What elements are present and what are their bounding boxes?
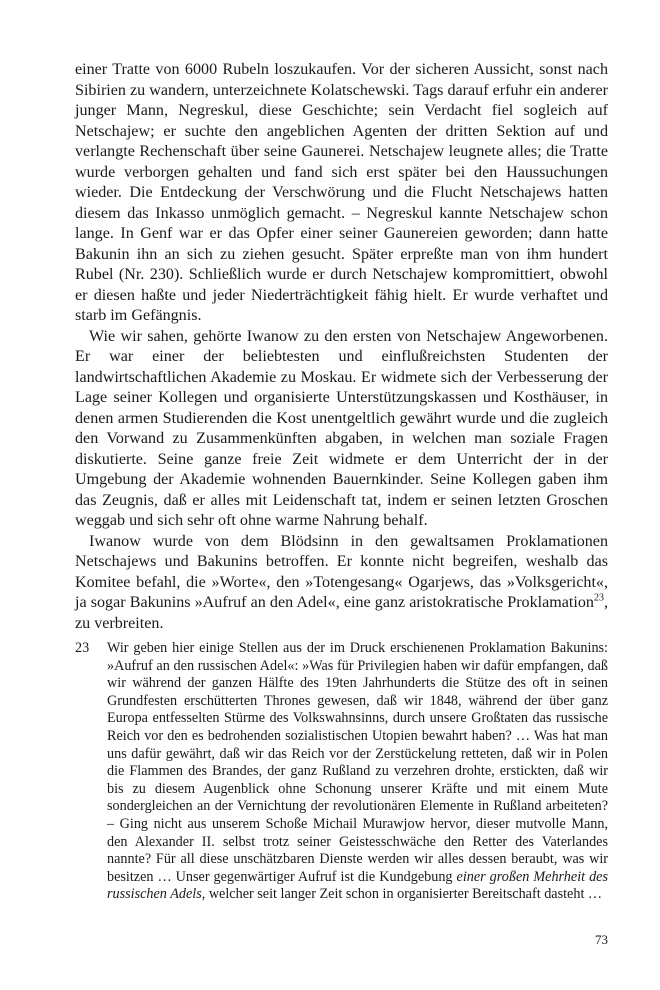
- footnote-number: 23: [75, 640, 90, 656]
- paragraph-3-tail: , zu verbreiten.: [75, 594, 608, 632]
- footnote: [75, 640, 608, 904]
- body-text: [75, 60, 608, 634]
- paragraph-3-text: Iwanow wurde von dem Blödsinn in den gewaltsamen Proklamationen Netschajews und Bakunins betroffen. Er konnte nicht begreifen, weshalb das Komitee befahl, die »Worte«, den »Totengesang« Ogarjews, das »Volksgericht«, ja sogar Bakunins »Aufruf an den Adel«, eine ganz aristokratische Proklamation: [75, 532, 608, 611]
- paragraph-1: einer Tratte von 6000 Rubeln loszukaufen. Vor der sicheren Aussicht, sonst nach Sibirien zu wandern, unterzeichnete Kolatschewski. Tags darauf erfuhr ein anderer junger Mann, Negreskul, diese Geschichte; sein Verdacht fiel sogleich auf Netschajew; er suchte den angeblichen Agenten der dritten Sektion auf und verlangte Rechenschaft über seine Gaunerei. Netschajew leugnete alles; die Tratte wurde verborgen gehalten und fand sich erst später bei den Haussuchungen wieder. Die Entdeckung der Verschwörung und die Flucht Netschajews hatten diesem das Inkasso unmöglich gemacht. – Negreskul kannte Netschajew schon lange. In Genf war er das Opfer einer seiner Gaunereien geworden; dann hatte Bakunin ihn an sich zu ziehen gesucht. Später erpreßte man von ihm hundert Rubel (Nr. 230). Schließlich wurde er durch Netschajew kompromittiert, obwohl er diesen haßte und jeder Niederträchtigkeit fähig hielt. Er wurde verhaftet und starb im Gefängnis.: [75, 61, 608, 324]
- footnote-text: Wir geben hier einige Stellen aus der im Druck erschienenen Proklamation Bakunins: »Aufruf an den russischen Adel«: »Was für Privilegien haben wir dafür empfangen, daß wir während der ganzen Hälfte des 19ten Jahrhunderts die Stütze des oft in seinen Grundfesten erschütterten Thrones gewesen, daß wir 1848, während der über ganz Europa entfesselten Stürme des Volkswahnsinns, durch unsere Großtaten das russische Reich vor den es bedrohenden sozialistischen Utopien bewahrt haben? … Was hat man uns dafür gewährt, daß wir das Reich vor der Zerstückelung retteten, daß wir in Polen die Flammen des Brandes, der ganz Rußland zu verzehren drohte, erstickten, daß wir bis zu diesem Augenblick ohne Schonung unserer Kräfte und mit einem Mute sondergleichen an der Vernichtung der revolutionären Elemente in Rußland arbeiteten? – Ging nicht aus unserem Schoße Michail Murawjow hervor, dieser mutvolle Mann, den Alexander II. selbst trotz seiner Geistesschwäche den Retter des Vaterlandes nannte? Für all diese unschätzbaren Dienste werden wir alles dessen beraubt, was wir besitzen … Unser gegenwärtiger Aufruf ist die Kundgebung: [107, 640, 608, 885]
- page-number: 73: [595, 932, 608, 947]
- paragraph-2: Wie wir sahen, gehörte Iwanow zu den ersten von Netschajew Angeworbenen. Er war einer der beliebtesten und einflußreichsten Studenten der landwirtschaftlichen Akademie zu Moskau. Er widmete sich der Verbesserung der Lage seiner Kollegen und organisierte Unterstützungskassen und Kosthäuser, in denen armen Studierenden die Kost unentgeltlich gewährt wurde und die zugleich den Vorwand zu Zusammenkünften abgaben, in welchen man soziale Fragen diskutierte. Seine ganze freie Zeit widmete er dem Unterricht der in der Umgebung der Akademie wohnenden Bauernkinder. Seine Kollegen gaben ihm das Zeugnis, daß er alles mit Leidenschaft tat, indem er seinen letzten Groschen weggab und sich sehr oft ohne warme Nahrung behalf.: [75, 327, 608, 529]
- footnote-emphasis: einer großen Mehrheit des russischen Adels: [107, 868, 608, 903]
- footnote-reference[interactable]: 23: [593, 592, 604, 604]
- footnote-text-end: , welcher seit langer Zeit schon in organisierter Bereitschaft dasteht …: [201, 886, 603, 903]
- page-content: [75, 60, 608, 904]
- paragraph-3: [75, 532, 608, 635]
